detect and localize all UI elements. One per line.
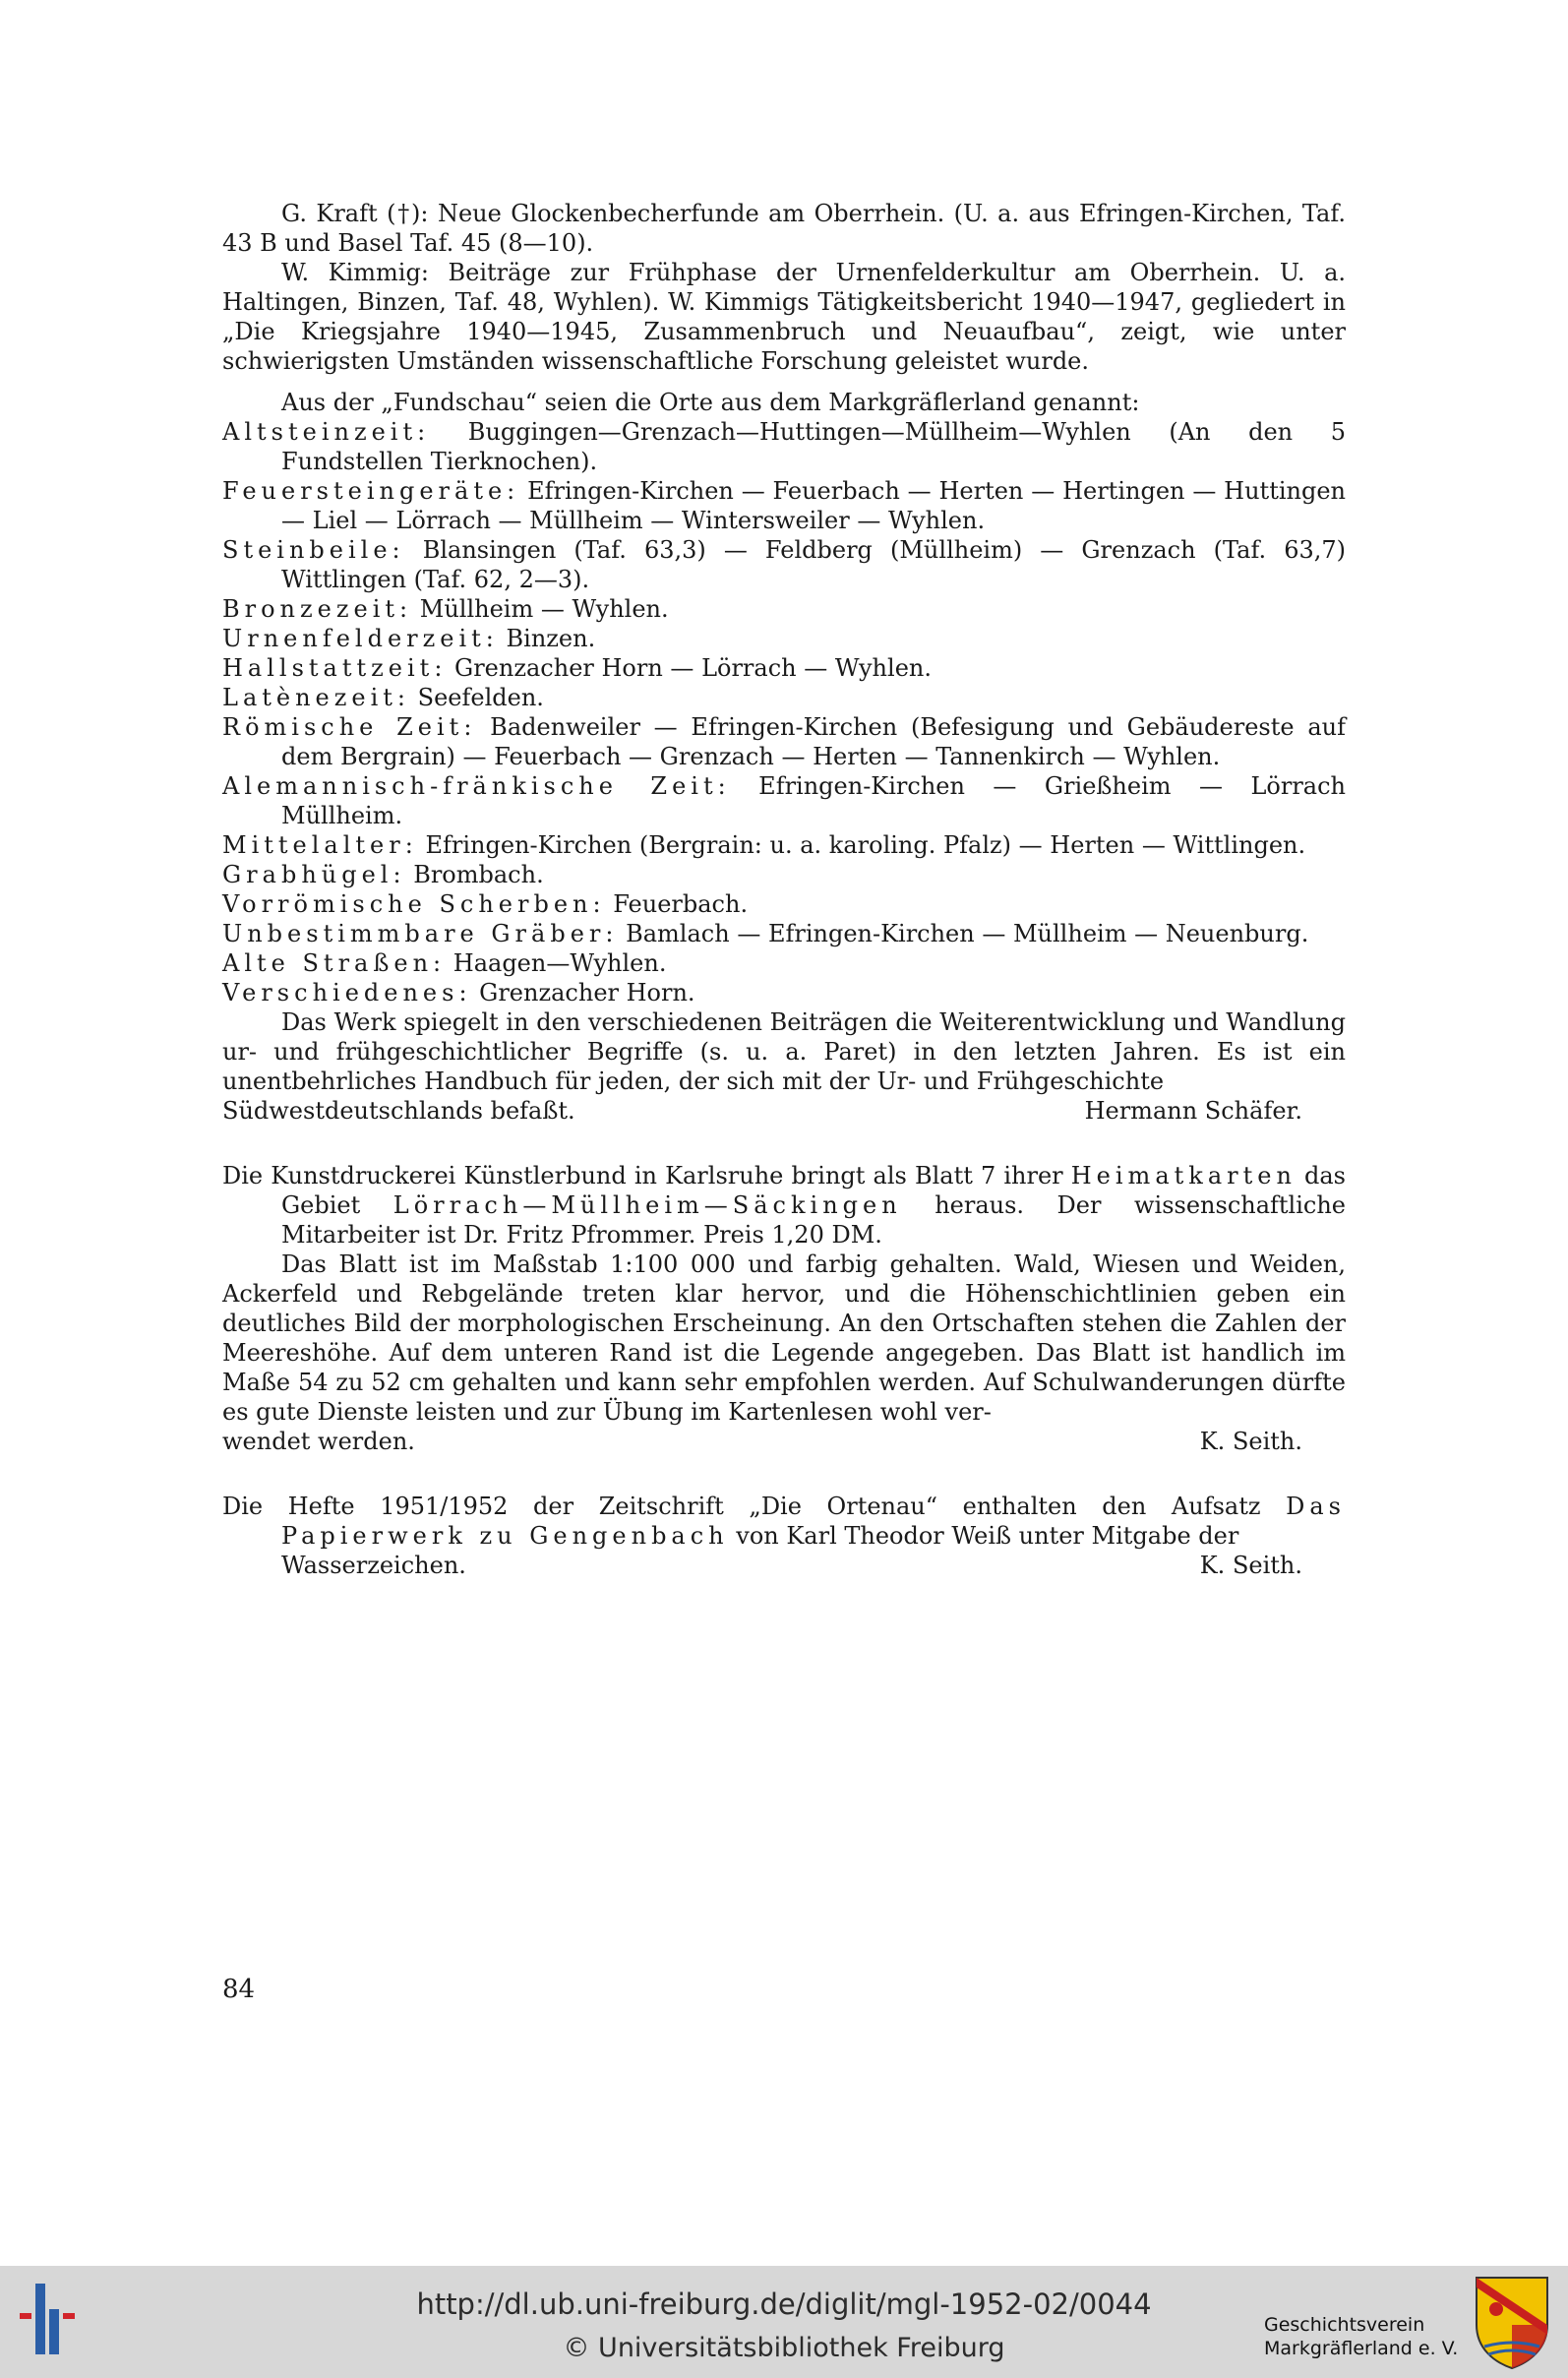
fundschau-text: Brombach.: [405, 861, 544, 888]
fundschau-term: Feuersteingeräte:: [222, 477, 520, 505]
review-closing-line: [222, 1096, 1346, 1126]
ortenau-lead: Die Hefte 1951/1952 der Zeitschrift „Die Ortenau“ enthalten den Aufsatz: [222, 1493, 1287, 1520]
heimatkarten-region: Lörrach—Müllheim—Säckingen: [392, 1191, 902, 1219]
paragraph-ortenau: [222, 1492, 1346, 1551]
page-number: 84: [222, 1975, 256, 2004]
fundschau-term: Mittelalter:: [222, 831, 418, 859]
fundschau-entry: [222, 978, 1346, 1007]
fundschau-entry: [222, 948, 1346, 978]
fundschau-text: Grenzacher Horn.: [471, 979, 695, 1006]
fundschau-text: Müllheim — Wyhlen.: [412, 595, 669, 623]
fundschau-text: Binzen.: [498, 625, 596, 652]
document-page: [222, 199, 1346, 1580]
heimatkarten-signature: K. Seith.: [1199, 1428, 1302, 1455]
fundschau-entry: [222, 417, 1346, 476]
review-last-line: Südwestdeutschlands befaßt.: [222, 1097, 575, 1125]
heimatkarten-last-line: wendet werden.: [222, 1428, 415, 1455]
fundschau-term: Unbestimmbare Gräber:: [222, 920, 619, 947]
organization-name: [1264, 2313, 1461, 2360]
fundschau-entry: [222, 830, 1346, 860]
paragraph-heimatkarten: [222, 1161, 1346, 1250]
paragraph-kraft: G. Kraft (†): Neue Glockenbecherfunde am Oberrhein. (U. a. aus Efringen-Kirchen, Taf. 43 B und Basel Taf. 45 (8—10).: [222, 200, 1346, 257]
fundschau-entry: [222, 476, 1346, 535]
fundschau-text: Blansingen (Taf. 63,3) — Feldberg (Müllheim) — Grenzach (Taf. 63,7) Wittlingen (Taf. 62, 2—3).: [281, 536, 1346, 593]
fundschau-term: Alemannisch-fränkische Zeit:: [222, 772, 731, 800]
fundschau-entry: [222, 624, 1346, 653]
fundschau-text: Feuerbach.: [605, 890, 749, 918]
fundschau-term: Bronzezeit:: [222, 595, 413, 623]
fundschau-list: [222, 417, 1346, 1007]
paragraph-fundschau-intro: Aus der „Fundschau“ seien die Orte aus dem Markgräflerland genannt:: [281, 389, 1140, 416]
ortenau-title: Das Papierwerk zu Gengenbach: [281, 1493, 1346, 1550]
fundschau-text: Bamlach — Efringen-Kirchen — Müllheim — Neuenburg.: [618, 920, 1309, 947]
fundschau-entry: [222, 535, 1346, 594]
paragraph-heimatkarten-details: Das Blatt ist im Maßstab 1:100 000 und farbig gehalten. Wald, Wiesen und Weiden, Ackerfeld und Rebgelände treten klar hervor, und die Höhenschichtlinien geben ein deutliches Bild der morphologischen Erscheinung. An den Ortschaften stehen die Zahlen der Meereshöhe. Auf dem unteren Rand ist die Legende angegeben. Das Blatt ist handlich im Maße 54 zu 52 cm gehalten und kann sehr empfohlen werden. Auf Schulwanderungen dürfte es gute Dienste leisten und zur Übung im Kartenlesen wohl ver-: [222, 1250, 1346, 1426]
ortenau-last-line: Wasserzeichen.: [281, 1552, 466, 1579]
fundschau-text: Efringen-Kirchen (Bergrain: u. a. karoling. Pfalz) — Herten — Wittlingen.: [417, 831, 1306, 859]
fundschau-term: Verschiedenes:: [222, 979, 472, 1006]
fundschau-term: Alte Straßen:: [222, 949, 447, 977]
organization-line-1: Geschichtsverein: [1264, 2314, 1425, 2336]
ortenau-tail: von Karl Theodor Weiß unter Mitgabe der: [728, 1522, 1239, 1550]
fundschau-term: Urnenfelderzeit:: [222, 625, 499, 652]
review-signature: Hermann Schäfer.: [1084, 1097, 1302, 1125]
fundschau-term: Vorrömische Scherben:: [222, 890, 606, 918]
fundschau-entry: [222, 889, 1346, 919]
fundschau-text: Badenweiler — Efringen-Kirchen (Befesigung und Gebäudereste auf dem Bergrain) — Feuerbach — Grenzach — Herten — Tannenkirch — Wyhlen.: [281, 713, 1346, 770]
organization-line-2: Markgräflerland e. V.: [1264, 2338, 1459, 2359]
fundschau-entry: [222, 683, 1346, 712]
fundschau-entry: [222, 919, 1346, 948]
fundschau-text: Haagen—Wyhlen.: [446, 949, 667, 977]
fundschau-entry: [222, 771, 1346, 830]
heimatkarten-tail: heraus. Der wissenschaftliche Mitarbeiter ist Dr. Fritz Pfrommer. Preis 1,20 DM.: [281, 1191, 1346, 1249]
footer-bar: [0, 2266, 1568, 2378]
paragraph-kimmig: W. Kimmig: Beiträge zur Frühphase der Urnenfelderkultur am Oberrhein. U. a. Haltingen, Binzen, Taf. 48, Wyhlen). W. Kimmigs Tätigkeitsbericht 1940—1947, gegliedert in „Die Kriegsjahre 1940—1945, Zusammenbruch und Neuaufbau“, zeigt, wie unter schwierigsten Umständen wissenschaftliche Forschung geleistet wurde.: [222, 259, 1346, 375]
ortenau-closing-line: [222, 1551, 1346, 1580]
fundschau-term: Latènezeit:: [222, 684, 411, 711]
fundschau-text: Buggingen—Grenzach—Huttingen—Müllheim—Wyhlen (An den 5 Fundstellen Tierknochen).: [281, 418, 1346, 475]
fundschau-term: Altsteinzeit:: [222, 418, 431, 446]
document-url-link[interactable]: http://dl.ub.uni-freiburg.de/diglit/mgl-1952-02/0044: [416, 2287, 1152, 2321]
heimatkarten-closing-line: [222, 1427, 1346, 1456]
coat-of-arms-icon: [1473, 2274, 1551, 2370]
fundschau-term: Grabhügel:: [222, 861, 406, 888]
heimatkarten-mid: das Gebiet: [281, 1162, 1347, 1219]
fundschau-text: Grenzacher Horn — Lörrach — Wyhlen.: [447, 654, 932, 682]
fundschau-entry: [222, 712, 1346, 771]
ortenau-signature: K. Seith.: [1199, 1552, 1302, 1579]
fundschau-text: Efringen-Kirchen — Grießheim — Lörrach Müllheim.: [281, 772, 1346, 829]
heimatkarten-title: Heimatkarten: [1070, 1162, 1297, 1189]
fundschau-text: Seefelden.: [410, 684, 544, 711]
fundschau-term: Hallstattzeit:: [222, 654, 448, 682]
fundschau-term: Steinbeile:: [222, 536, 405, 564]
heimatkarten-lead: Die Kunstdruckerei Künstlerbund in Karlsruhe bringt als Blatt 7 ihrer: [222, 1162, 1071, 1189]
paragraph-review: Das Werk spiegelt in den verschiedenen Beiträgen die Weiterentwicklung und Wandlung ur- und frühgeschichtlicher Begriffe (s. u. a. Paret) in den letzten Jahren. Es ist ein unentbehrliches Handbuch für jeden, der sich mit der Ur- und Frühgeschichte: [222, 1008, 1346, 1095]
fundschau-text: Efringen-Kirchen — Feuerbach — Herten — Hertingen — Huttingen — Liel — Lörrach — Müllheim — Wintersweiler — Wyhlen.: [281, 477, 1346, 534]
copyright-text: © Universitätsbibliothek Freiburg: [563, 2333, 1005, 2363]
fundschau-entry: [222, 860, 1346, 889]
fundschau-entry: [222, 594, 1346, 624]
fundschau-entry: [222, 653, 1346, 683]
fundschau-term: Römische Zeit:: [222, 713, 477, 741]
